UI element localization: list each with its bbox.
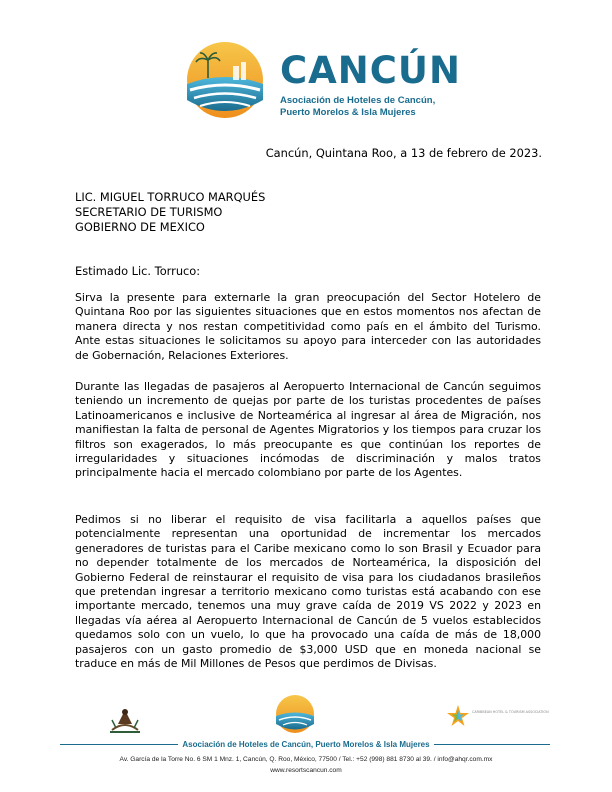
brand-subtitle-line1: Asociación de Hoteles de Cancún,	[280, 95, 436, 106]
body-paragraph-1: Sirva la presente para externarle la gran preocupación del Sector Hotelero de Quintana Roo por las siguientes situaciones que en estos momentos nos afectan de manera directa y nos restan competitividad como país en el ámbito del Turismo. Ante estas situaciones le solicitamos su apoyo para interceder con las autoridades de Gobernación, Relaciones Exteriores.	[75, 291, 541, 362]
salutation: Estimado Lic. Torruco:	[75, 264, 201, 278]
footer-sun-emblem-icon	[272, 694, 318, 734]
partner-logo-text: CARIBBEAN HOTEL & TOURISM ASSOCIATION	[472, 710, 549, 714]
letter-date: Cancún, Quintana Roo, a 13 de febrero de 2023.	[265, 146, 542, 160]
footer-address: Av. García de la Torre No. 6 SM 1 Mnz. 1, Cancún, Q. Roo, México, 77500 / Tel.: +52 (998) 881 8730 al 39. / info@ahqr.com.mx	[119, 756, 493, 763]
footer-association-label: Asociación de Hoteles de Cancún, Puerto Morelos & Isla Mujeres	[178, 740, 433, 749]
recipient-title: SECRETARIO DE TURISMO	[75, 205, 223, 219]
brand-subtitle-line2: Puerto Morelos & Isla Mujeres	[280, 107, 416, 118]
footer-website-link[interactable]: www.resortscancun.com	[270, 767, 342, 774]
header-logo	[178, 40, 461, 120]
partner-logo	[446, 702, 549, 730]
cancun-sun-emblem-icon	[178, 40, 273, 120]
body-paragraph-3: Pedimos si no liberar el requisito de visa facilitarla a aquellos países que potencialmente representan una oportunidad de incrementar los mercados generadores de turistas para el Caribe mexicano como lo son Brasil y Ecuador para no depender totalmente de los mercados de Norteamérica, la disposición del Gobierno Federal de reinstaurar el requisito de visa para los ciudadanos brasileños que pretendan ingresar a territorio mexicano como turistas está acabando con ese importante mercado, tenemos una muy grave caída de 2019 VS 2022 y 2023 en llegadas vía aérea al Aeropuerto Internacional de Cancún de 5 vuelos establecidos quedamos solo con un vuelo, lo que ha provocado una caída de más de 18,000 pasajeros con un gasto promedio de $3,000 USD que en moneda nacional se traduce en más de Mil Millones de Pesos que perdimos de Divisas.	[75, 513, 541, 671]
body-paragraph-2: Durante las llegadas de pasajeros al Aeropuerto Internacional de Cancún seguimos teniendo un incremento de quejas por parte de los turistas procedentes de países Latinoamericanos e inclusive de Norteamérica al ingresar al área de Migración, nos manifiestan la falta de personal de Agentes Migratorios y los tiempos para cruzar los filtros son exagerados, lo más preocupante es que continúan los reportes de irregularidades y situaciones incómodas de discriminación y malos tratos principalmente hacia el mercado colombiano por parte de los Agentes.	[75, 380, 541, 480]
recipient-block	[75, 190, 265, 235]
caribbean-hotel-star-icon	[446, 704, 470, 728]
brand-subtitle	[280, 95, 435, 119]
recipient-organization: GOBIERNO DE MEXICO	[75, 220, 205, 234]
brand-title: CANCÚN	[280, 49, 461, 92]
footer-association-name	[0, 740, 612, 749]
recipient-name: LIC. MIGUEL TORRUCO MARQUÉS	[75, 190, 266, 204]
coat-of-arms-icon	[104, 702, 146, 736]
